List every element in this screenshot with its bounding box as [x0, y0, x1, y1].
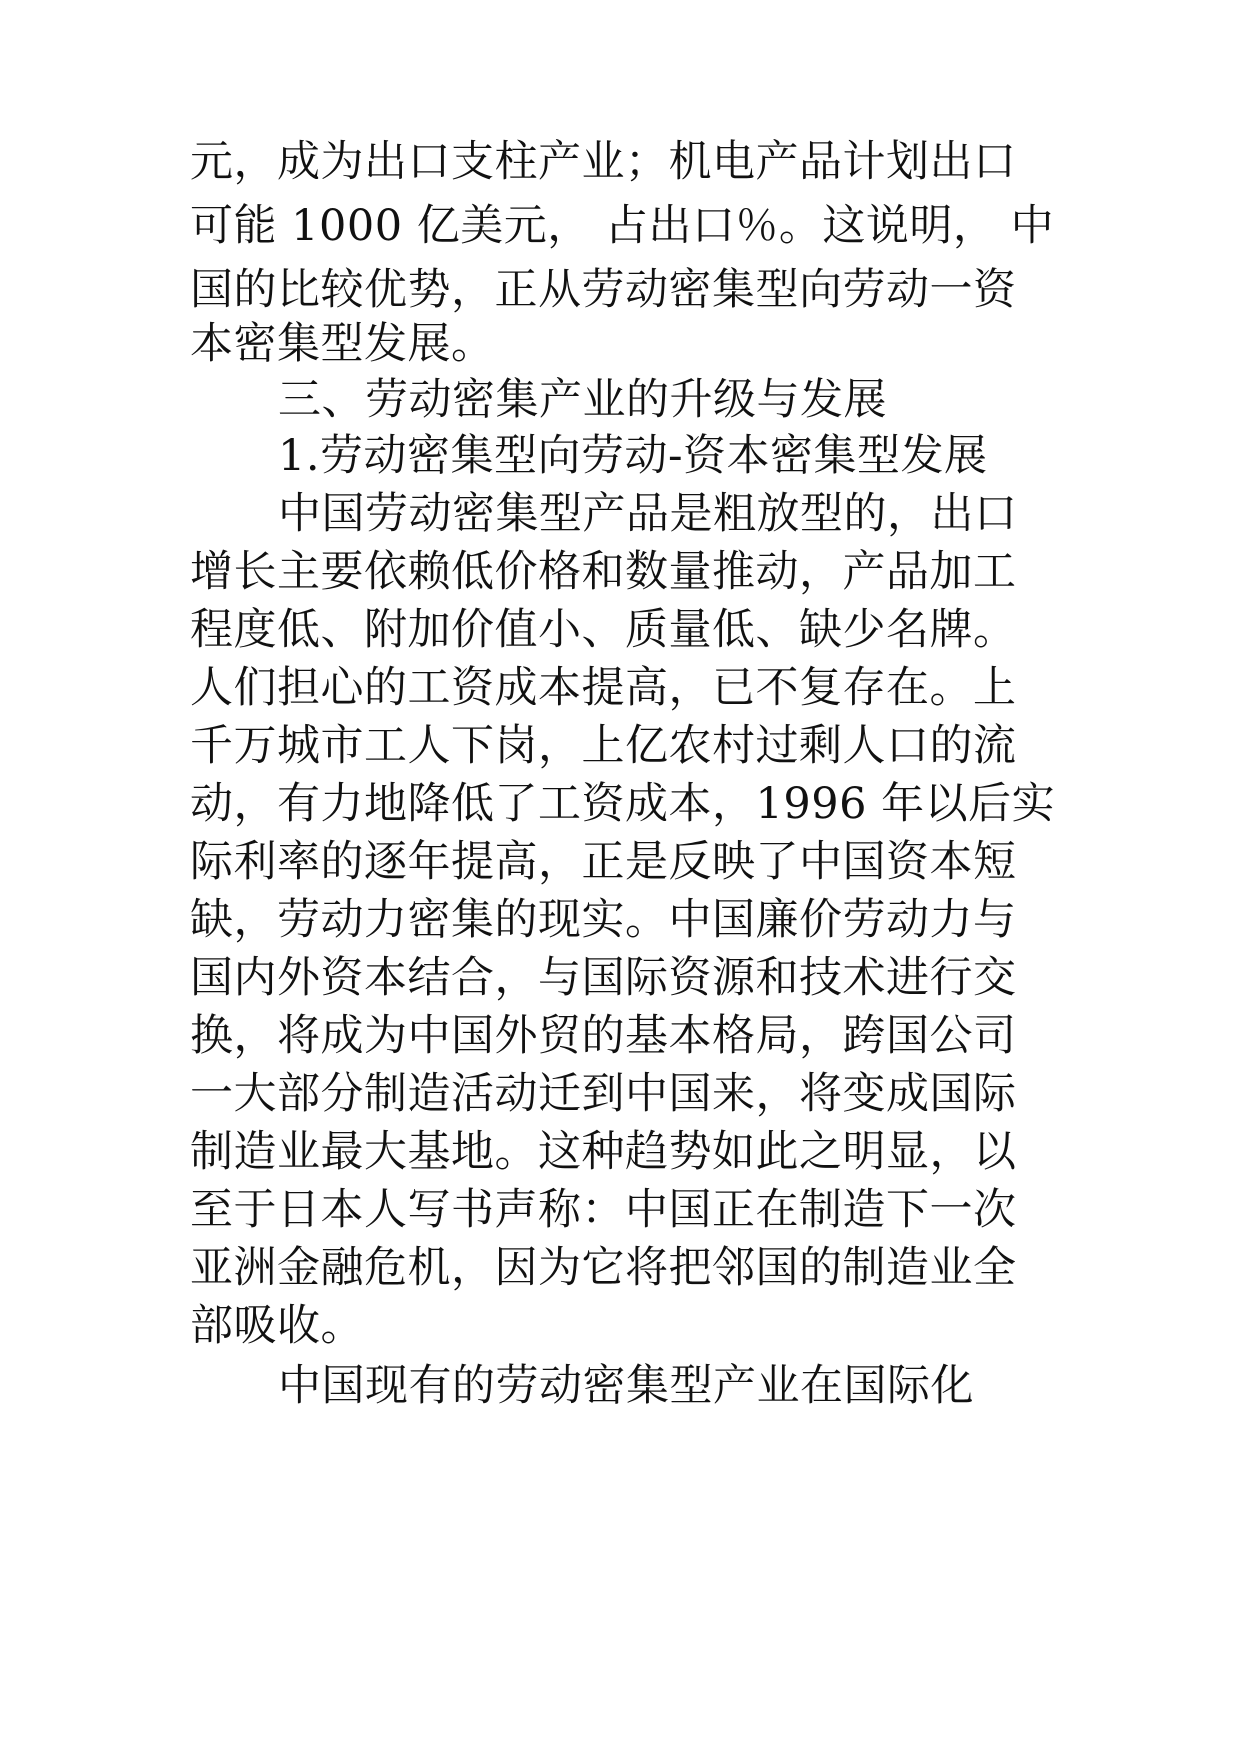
- paragraph-line-9: 程度低、附加价值小、质量低、缺少名牌。: [190, 605, 1017, 655]
- paragraph-line-15: 国内外资本结合，与国际资源和技术进行交: [190, 953, 1017, 1003]
- paragraph-line-7: 中国劳动密集型产品是粗放型的，出口: [278, 489, 1018, 539]
- paragraph-line-1: 元，成为出口支柱产业；机电产品计划出口: [190, 137, 1017, 187]
- paragraph-line-13: 际利率的逐年提高，正是反映了中国资本短: [190, 837, 1017, 887]
- paragraph-line-4: 本密集型发展。: [190, 319, 495, 369]
- paragraph-line-18: 制造业最大基地。这种趋势如此之明显，以: [190, 1127, 1017, 1177]
- paragraph-line-19: 至于日本人写书声称：中国正在制造下一次: [190, 1185, 1017, 1235]
- paragraph-line-17: 一大部分制造活动迁到中国来，将变成国际: [190, 1069, 1017, 1119]
- paragraph-line-16: 换，将成为中国外贸的基本格局，跨国公司: [190, 1011, 1017, 1061]
- paragraph-line-8: 增长主要依赖低价格和数量推动，产品加工: [190, 547, 1017, 597]
- section-heading: 三、劳动密集产业的升级与发展: [278, 375, 887, 425]
- paragraph-line-22: 中国现有的劳动密集型产业在国际化: [278, 1361, 974, 1411]
- paragraph-line-2: 可能 1000 亿美元， 占出口％。这说明， 中: [190, 201, 1055, 251]
- paragraph-line-14: 缺，劳动力密集的现实。中国廉价劳动力与: [190, 895, 1017, 945]
- paragraph-line-12: 动，有力地降低了工资成本，1996 年以后实: [190, 779, 1056, 829]
- subsection-heading: 1.劳动密集型向劳动-资本密集型发展: [278, 431, 988, 481]
- paragraph-line-3: 国的比较优势，正从劳动密集型向劳动一资: [190, 265, 1017, 315]
- paragraph-line-10: 人们担心的工资成本提高，已不复存在。上: [190, 663, 1017, 713]
- paragraph-line-11: 千万城市工人下岗，上亿农村过剩人口的流: [190, 721, 1017, 771]
- paragraph-line-21: 部吸收。: [190, 1301, 364, 1351]
- paragraph-line-20: 亚洲金融危机，因为它将把邻国的制造业全: [190, 1243, 1017, 1293]
